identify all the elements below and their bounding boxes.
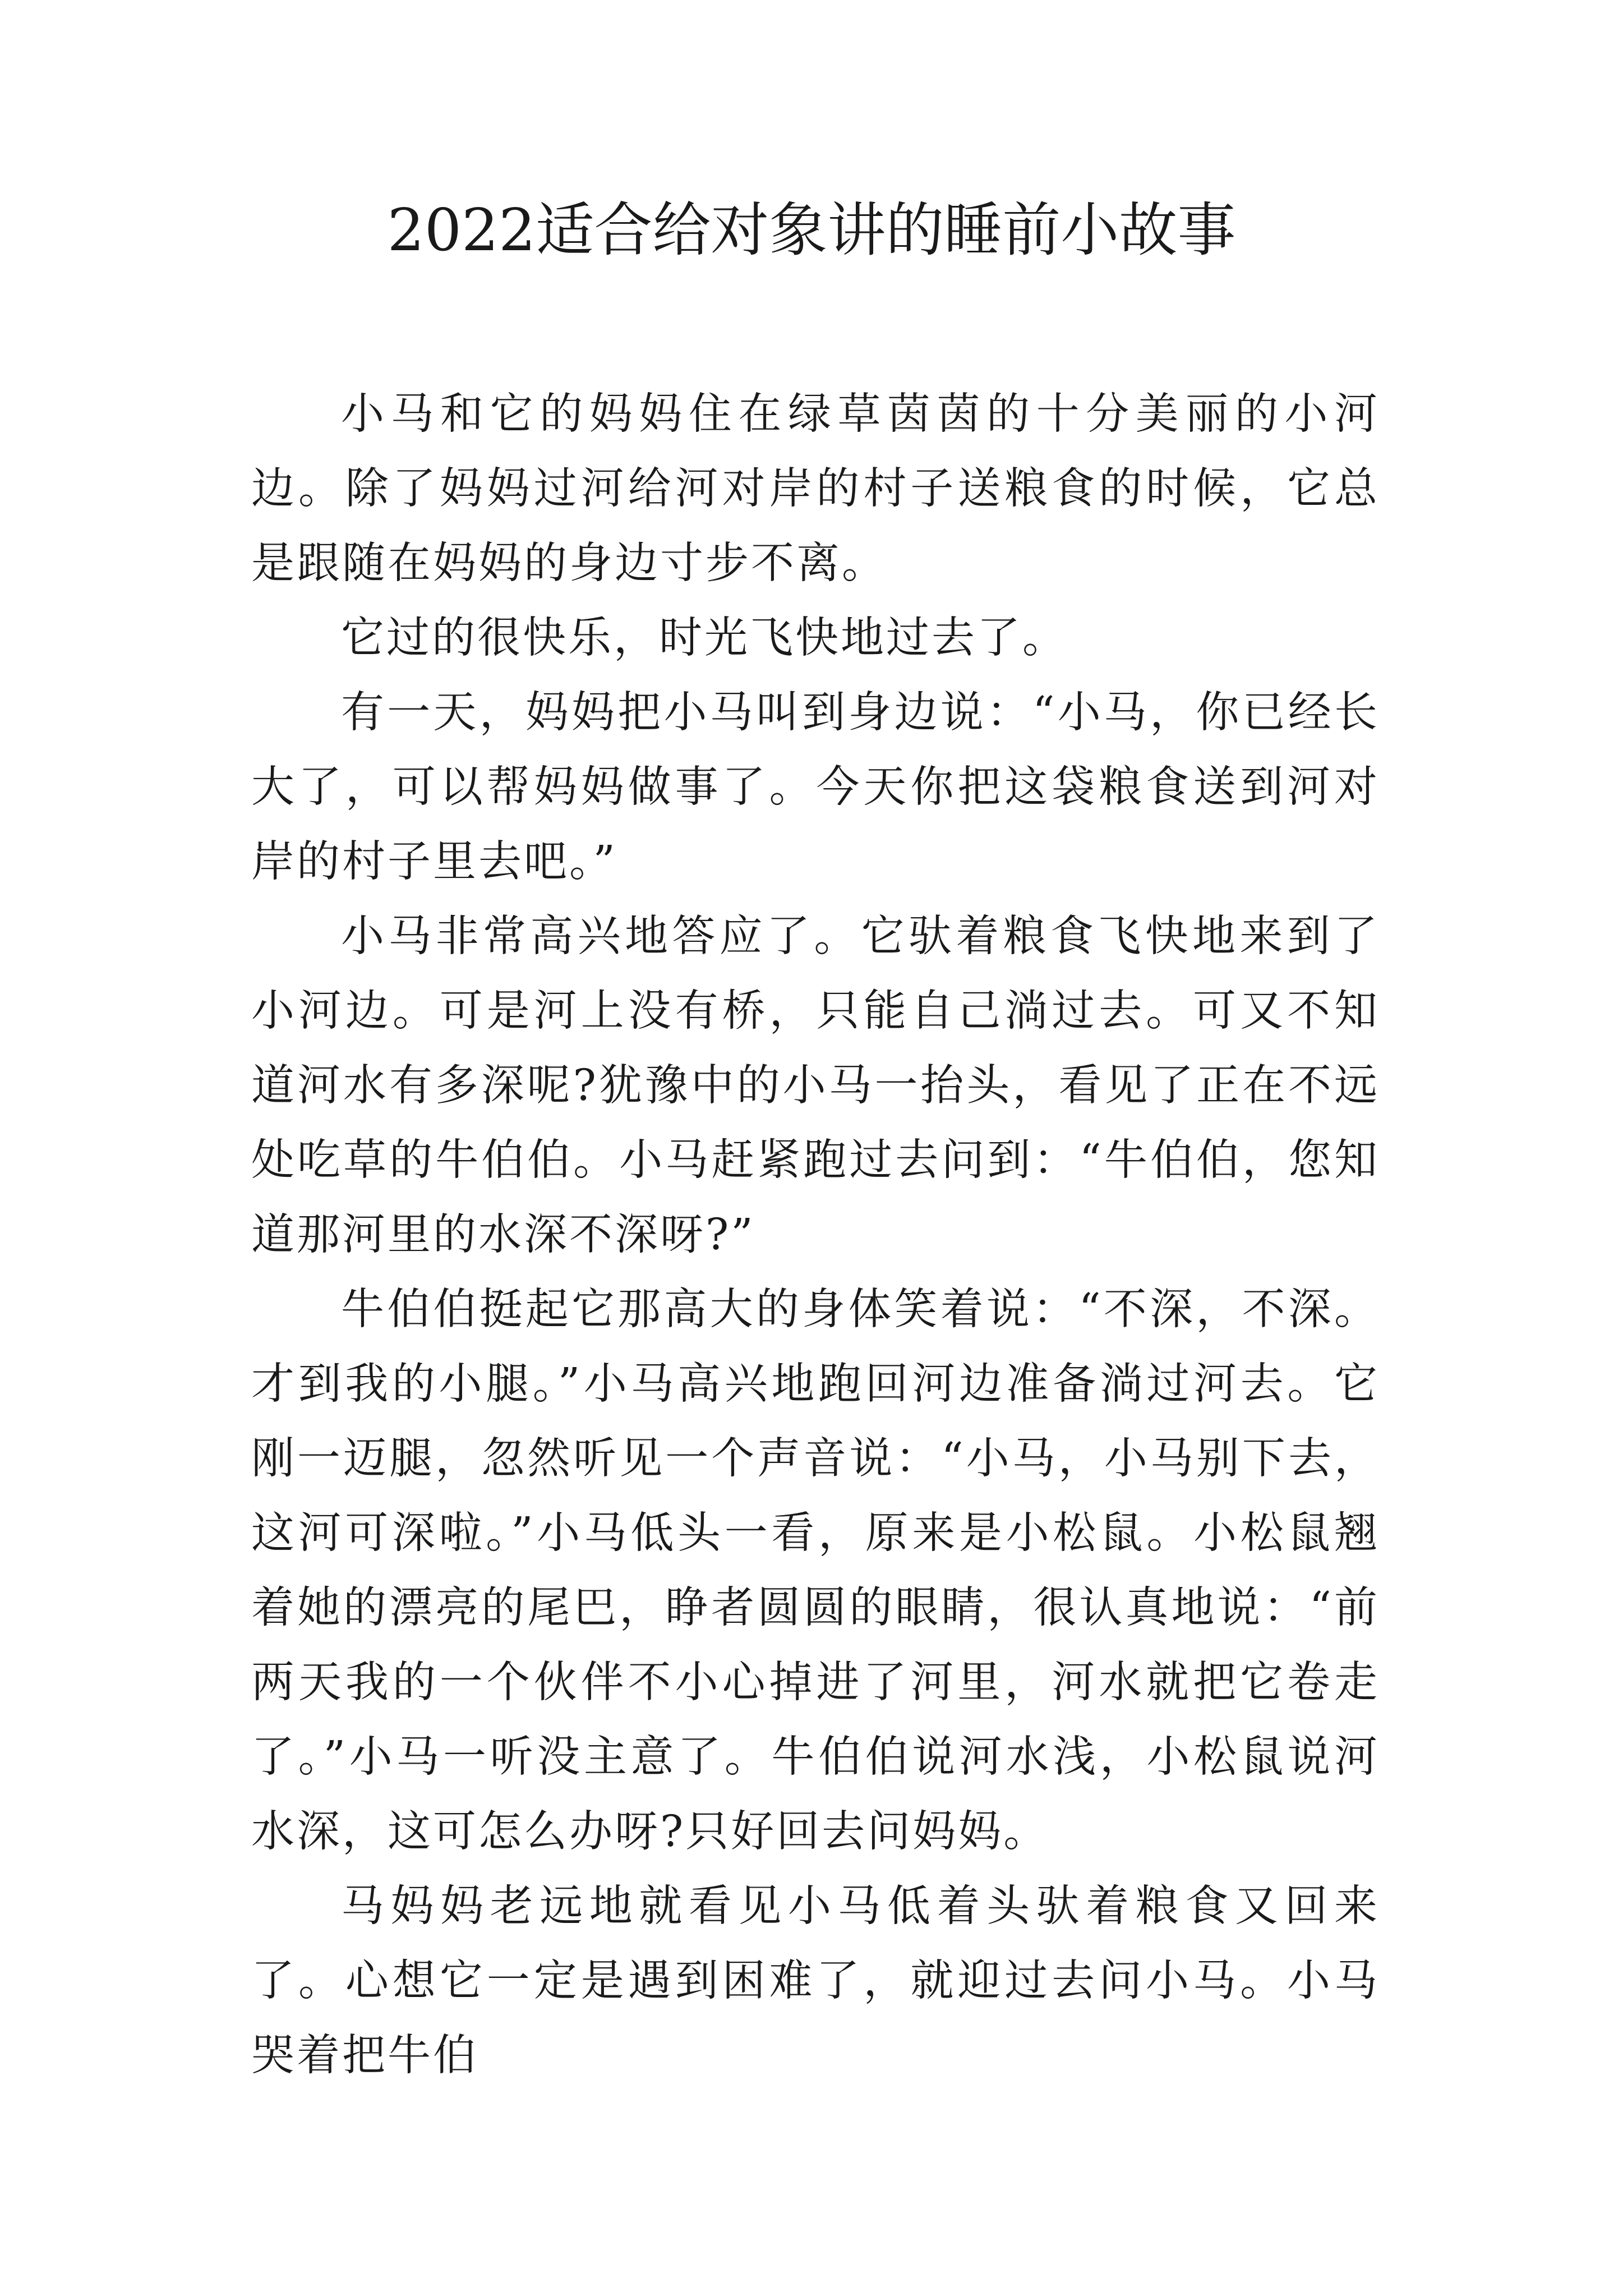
paragraph: 牛伯伯挺起它那高大的身体笑着说：“不深，不深。才到我的小腿。”小马高兴地跑回河边准备淌过河去。它刚一迈腿，忽然听见一个声音说：“小马，小马别下去，这河可深啦。”小马低头一看，原来是小松鼠。小松鼠翘着她的漂亮的尾巴，睁者圆圆的眼睛，很认真地说：“前两天我的一个伙伴不小心掉进了河里，河水就把它卷走了。”小马一听没主意了。牛伯伯说河水浅，小松鼠说河水深，这可怎么办呀?只好回去问妈妈。 xyxy=(251,1285,1380,1857)
document-body xyxy=(251,377,1380,2093)
document-title: 2022适合给对象讲的睡前小故事 xyxy=(387,196,1236,264)
paragraph: 小马非常高兴地答应了。它驮着粮食飞快地来到了小河边。可是河上没有桥，只能自己淌过去。可又不知道河水有多深呢?犹豫中的小马一抬头，看见了正在不远处吃草的牛伯伯。小马赶紧跑过去问到：“牛伯伯，您知道那河里的水深不深呀?” xyxy=(251,912,1380,1260)
paragraph: 有一天，妈妈把小马叫到身边说：“小马，你已经长大了，可以帮妈妈做事了。今天你把这袋粮食送到河对岸的村子里去吧。” xyxy=(251,688,1380,887)
paragraph: 它过的很快乐，时光飞快地过去了。 xyxy=(341,613,1068,663)
paragraph: 小马和它的妈妈住在绿草茵茵的十分美丽的小河边。除了妈妈过河给河对岸的村子送粮食的时候，它总是跟随在妈妈的身边寸步不离。 xyxy=(251,389,1380,588)
paragraph: 马妈妈老远地就看见小马低着头驮着粮食又回来了。心想它一定是遇到困难了，就迎过去问小马。小马哭着把牛伯 xyxy=(251,1881,1380,2081)
